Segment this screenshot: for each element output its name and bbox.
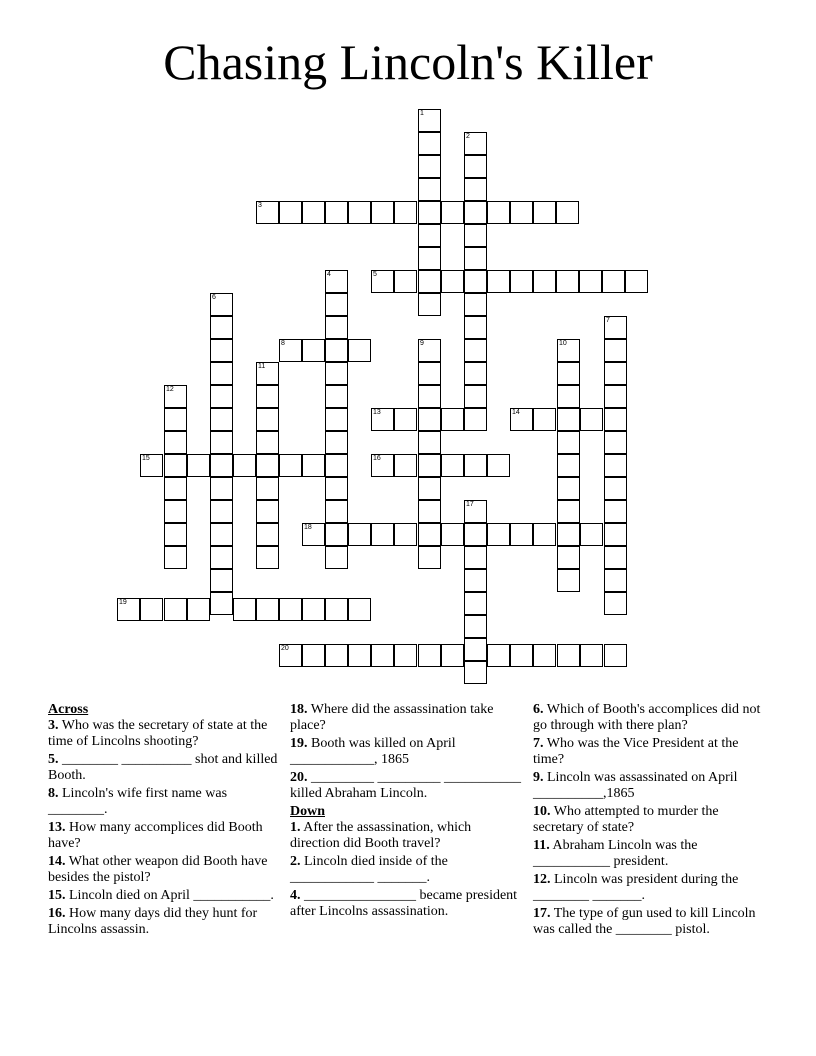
grid-cell[interactable] [464,615,487,638]
grid-cell[interactable] [464,316,487,339]
grid-cell[interactable] [302,598,325,621]
clue-number: 9 [420,340,424,347]
grid-cell[interactable] [279,339,302,362]
grid-cell[interactable] [510,644,533,667]
grid-cell[interactable] [533,201,556,224]
grid-cell[interactable] [533,270,556,293]
clue-text: Abraham Lincoln was the ___________ president. [533,838,698,869]
grid-cell[interactable] [556,270,579,293]
grid-cell[interactable] [418,523,441,546]
grid-cell[interactable] [348,644,371,667]
grid-cell[interactable] [557,546,580,569]
grid-cell[interactable] [604,408,627,431]
clue-number-label: 1. [290,820,301,835]
clues-column-2 [290,702,522,922]
grid-cell[interactable] [604,362,627,385]
grid-cell[interactable] [464,362,487,385]
grid-cell[interactable] [487,523,510,546]
grid-cell[interactable] [418,431,441,454]
grid-cell[interactable] [256,477,279,500]
grid-cell[interactable] [140,454,163,477]
clues-column-1 [48,702,280,940]
grid-cell[interactable] [164,431,187,454]
clue-number-label: 7. [533,736,544,751]
grid-cell[interactable] [464,500,487,523]
clue [533,872,765,904]
grid-cell[interactable] [210,431,233,454]
grid-cell[interactable] [557,339,580,362]
grid-cell[interactable] [556,201,579,224]
grid-cell[interactable] [487,454,510,477]
grid-cell[interactable] [580,644,603,667]
grid-cell[interactable] [210,293,233,316]
clue-number-label: 13. [48,820,66,835]
grid-cell[interactable] [418,339,441,362]
grid-cell[interactable] [394,408,417,431]
grid-cell[interactable] [557,569,580,592]
grid-cell[interactable] [510,201,533,224]
grid-cell[interactable] [604,569,627,592]
puzzle-title: Chasing Lincoln's Killer [163,34,653,90]
grid-cell[interactable] [602,270,625,293]
clue-text: Lincoln died inside of the ____________ _______. [290,854,448,885]
grid-cell[interactable] [187,454,210,477]
grid-cell[interactable] [348,339,371,362]
grid-cell[interactable] [604,523,627,546]
grid-cell[interactable] [441,201,464,224]
clue [48,752,280,784]
grid-cell[interactable] [464,201,487,224]
grid-cell[interactable] [604,431,627,454]
clue [48,786,280,818]
grid-cell[interactable] [371,201,394,224]
grid-cell[interactable] [279,598,302,621]
grid-cell[interactable] [464,270,487,293]
grid-cell[interactable] [441,454,464,477]
grid-cell[interactable] [394,523,417,546]
grid-cell[interactable] [325,598,348,621]
grid-cell[interactable] [464,247,487,270]
grid-cell[interactable] [187,598,210,621]
grid-cell[interactable] [325,408,348,431]
grid-cell[interactable] [210,592,233,615]
grid-cell[interactable] [604,644,627,667]
clue-number: 5 [373,271,377,278]
grid-cell[interactable] [164,598,187,621]
clue-number: 8 [281,340,285,347]
clue-text: Who attempted to murder the secretary of state? [533,804,719,835]
grid-cell[interactable] [557,644,580,667]
clue [290,702,522,734]
clue-number-label: 20. [290,770,308,785]
grid-cell[interactable] [279,454,302,477]
clue-number: 17 [466,501,474,508]
grid-cell[interactable] [418,500,441,523]
clue [48,906,280,938]
grid-cell[interactable] [256,500,279,523]
grid-cell[interactable] [418,247,441,270]
grid-cell[interactable] [418,477,441,500]
grid-cell[interactable] [557,408,580,431]
grid-cell[interactable] [604,339,627,362]
clue-number: 20 [281,645,289,652]
grid-cell[interactable] [464,132,487,155]
grid-cell[interactable] [418,132,441,155]
grid-cell[interactable] [348,201,371,224]
grid-cell[interactable] [464,293,487,316]
grid-cell[interactable] [210,316,233,339]
grid-cell[interactable] [233,598,256,621]
clue-number: 1 [420,110,424,117]
grid-cell[interactable] [302,454,325,477]
grid-cell[interactable] [441,408,464,431]
grid-cell[interactable] [256,598,279,621]
clue-text: Lincoln was president during the ________ _______. [533,872,739,903]
grid-cell[interactable] [604,454,627,477]
grid-cell[interactable] [210,523,233,546]
across-header: Across [48,702,89,717]
clue [48,888,280,904]
grid-cell[interactable] [394,644,417,667]
clue-number-label: 8. [48,786,59,801]
grid-cell[interactable] [325,431,348,454]
grid-cell[interactable] [279,644,302,667]
grid-cell[interactable] [164,523,187,546]
clue-text: Which of Booth's accomplices did not go through with there plan? [533,702,761,733]
clue-number-label: 3. [48,718,59,733]
grid-cell[interactable] [464,638,487,661]
grid-cell[interactable] [164,408,187,431]
grid-cell[interactable] [325,523,348,546]
clue-text: Lincoln died on April ___________. [65,888,274,903]
clue [48,718,280,750]
grid-cell[interactable] [604,500,627,523]
grid-cell[interactable] [418,155,441,178]
clue [48,854,280,886]
grid-cell[interactable] [210,500,233,523]
clue-number-label: 12. [533,872,551,887]
grid-cell[interactable] [557,431,580,454]
clue-text: How many accomplices did Booth have? [48,820,263,851]
grid-cell[interactable] [210,339,233,362]
grid-cell[interactable] [325,546,348,569]
grid-cell[interactable] [325,477,348,500]
clue-text: Booth was killed on April ____________, 1865 [290,736,456,767]
clue-number-label: 9. [533,770,544,785]
clue [290,770,522,802]
grid-cell[interactable] [579,270,602,293]
grid-cell[interactable] [533,644,556,667]
clue-number: 10 [559,340,567,347]
grid-cell[interactable] [233,454,256,477]
grid-cell[interactable] [418,270,441,293]
clue [533,804,765,836]
clue-number-label: 17. [533,906,551,921]
clue-text: How many days did they hunt for Lincolns assassin. [48,906,258,937]
clue-number-label: 19. [290,736,308,751]
grid-cell[interactable] [441,523,464,546]
clue [48,820,280,852]
grid-cell[interactable] [533,523,556,546]
grid-cell[interactable] [464,178,487,201]
grid-cell[interactable] [464,385,487,408]
grid-cell[interactable] [580,523,603,546]
grid-cell[interactable] [464,592,487,615]
grid-cell[interactable] [371,454,394,477]
grid-cell[interactable] [487,270,510,293]
grid-cell[interactable] [464,546,487,569]
grid-cell[interactable] [325,293,348,316]
grid-cell[interactable] [604,385,627,408]
grid-cell[interactable] [325,644,348,667]
clue-text: Where did the assassination take place? [290,702,494,733]
grid-cell[interactable] [418,201,441,224]
grid-cell[interactable] [325,362,348,385]
clue [533,770,765,802]
down-header: Down [290,804,326,819]
clue-number-label: 4. [290,888,301,903]
grid-cell[interactable] [256,523,279,546]
clue-text: ________ __________ shot and killed Booth. [48,752,278,783]
grid-cell[interactable] [210,408,233,431]
grid-cell[interactable] [487,201,510,224]
grid-cell[interactable] [279,201,302,224]
grid-cell[interactable] [510,523,533,546]
clue-number-label: 18. [290,702,308,717]
grid-cell[interactable] [418,408,441,431]
clue-number-label: 5. [48,752,59,767]
grid-cell[interactable] [256,454,279,477]
grid-cell[interactable] [418,546,441,569]
grid-cell[interactable] [441,270,464,293]
grid-cell[interactable] [487,644,510,667]
grid-cell[interactable] [210,546,233,569]
grid-cell[interactable] [557,500,580,523]
grid-cell[interactable] [325,454,348,477]
grid-cell[interactable] [464,224,487,247]
clue-text: The type of gun used to kill Lincoln was called the ________ pistol. [533,906,756,937]
grid-cell[interactable] [557,385,580,408]
grid-cell[interactable] [302,644,325,667]
clue-number: 12 [166,386,174,393]
clue-number-label: 15. [48,888,66,903]
grid-cell[interactable] [464,155,487,178]
clue-number-label: 2. [290,854,301,869]
grid-cell[interactable] [164,385,187,408]
grid-cell[interactable] [371,644,394,667]
grid-cell[interactable] [117,598,140,621]
clue-text: Lincoln was assassinated on April __________,1865 [533,770,738,801]
grid-cell[interactable] [557,362,580,385]
grid-cell[interactable] [256,408,279,431]
grid-cell[interactable] [325,339,348,362]
grid-cell[interactable] [325,316,348,339]
grid-cell[interactable] [418,224,441,247]
clues-column-3 [533,702,765,940]
grid-cell[interactable] [210,477,233,500]
clue-number-label: 14. [48,854,66,869]
grid-cell[interactable] [210,362,233,385]
grid-cell[interactable] [418,385,441,408]
grid-cell[interactable] [557,477,580,500]
grid-cell[interactable] [604,592,627,615]
clue [290,820,522,852]
clue-number: 6 [212,294,216,301]
grid-cell[interactable] [510,408,533,431]
clue-number: 18 [304,524,312,531]
grid-cell[interactable] [302,523,325,546]
clue-text: Lincoln's wife first name was ________. [48,786,228,817]
grid-cell[interactable] [256,546,279,569]
grid-cell[interactable] [210,569,233,592]
grid-cell[interactable] [325,270,348,293]
grid-cell[interactable] [325,385,348,408]
clue-number-label: 10. [533,804,551,819]
grid-cell[interactable] [394,201,417,224]
grid-cell[interactable] [418,293,441,316]
grid-cell[interactable] [256,201,279,224]
grid-cell[interactable] [604,316,627,339]
grid-cell[interactable] [325,500,348,523]
grid-cell[interactable] [464,408,487,431]
grid-cell[interactable] [604,546,627,569]
grid-cell[interactable] [580,408,603,431]
clue-number: 19 [119,599,127,606]
grid-cell[interactable] [164,500,187,523]
clue-number: 4 [327,271,331,278]
grid-cell[interactable] [371,270,394,293]
grid-cell[interactable] [302,339,325,362]
grid-cell[interactable] [533,408,556,431]
clue-text: ________________ became president after Lincolns assassination. [290,888,518,919]
grid-cell[interactable] [557,523,580,546]
grid-cell[interactable] [210,385,233,408]
grid-cell[interactable] [371,408,394,431]
clue-number-label: 16. [48,906,66,921]
grid-cell[interactable] [164,477,187,500]
clue-text: Who was the Vice President at the time? [533,736,739,767]
grid-cell[interactable] [604,477,627,500]
grid-cell[interactable] [557,454,580,477]
clue-text: Who was the secretary of state at the time of Lincolns shooting? [48,718,268,749]
grid-cell[interactable] [418,644,441,667]
clue-text: What other weapon did Booth have besides the pistol? [48,854,268,885]
clue-number: 16 [373,455,381,462]
grid-cell[interactable] [348,523,371,546]
grid-cell[interactable] [256,385,279,408]
grid-cell[interactable] [210,454,233,477]
grid-cell[interactable] [140,598,163,621]
grid-cell[interactable] [464,661,487,684]
grid-cell[interactable] [302,201,325,224]
clue-number: 2 [466,133,470,140]
grid-cell[interactable] [164,454,187,477]
grid-cell[interactable] [464,569,487,592]
grid-cell[interactable] [325,201,348,224]
grid-cell[interactable] [418,109,441,132]
grid-cell[interactable] [441,644,464,667]
clue-number: 11 [258,363,266,370]
clue-number: 7 [606,317,610,324]
grid-cell[interactable] [394,454,417,477]
grid-cell[interactable] [256,431,279,454]
grid-cell[interactable] [464,523,487,546]
grid-cell[interactable] [464,454,487,477]
grid-cell[interactable] [394,270,417,293]
clue [290,888,522,920]
clue-number-label: 6. [533,702,544,717]
grid-cell[interactable] [418,362,441,385]
grid-cell[interactable] [371,523,394,546]
grid-cell[interactable] [510,270,533,293]
grid-cell[interactable] [418,454,441,477]
grid-cell[interactable] [625,270,648,293]
clue-text: After the assassination, which direction did Booth travel? [290,820,472,851]
clue [533,906,765,938]
grid-cell[interactable] [418,178,441,201]
grid-cell[interactable] [164,546,187,569]
grid-cell[interactable] [256,362,279,385]
clue [533,736,765,768]
clue-number: 14 [512,409,520,416]
clue-number-label: 11. [533,838,550,853]
clue [533,838,765,870]
grid-cell[interactable] [464,339,487,362]
grid-cell[interactable] [348,598,371,621]
clue [533,702,765,734]
clue-text: _________ _________ ___________ killed Abraham Lincoln. [290,770,521,801]
clue-number: 15 [142,455,150,462]
clue-number: 3 [258,202,262,209]
clue-number: 13 [373,409,381,416]
clue [290,854,522,886]
clue [290,736,522,768]
